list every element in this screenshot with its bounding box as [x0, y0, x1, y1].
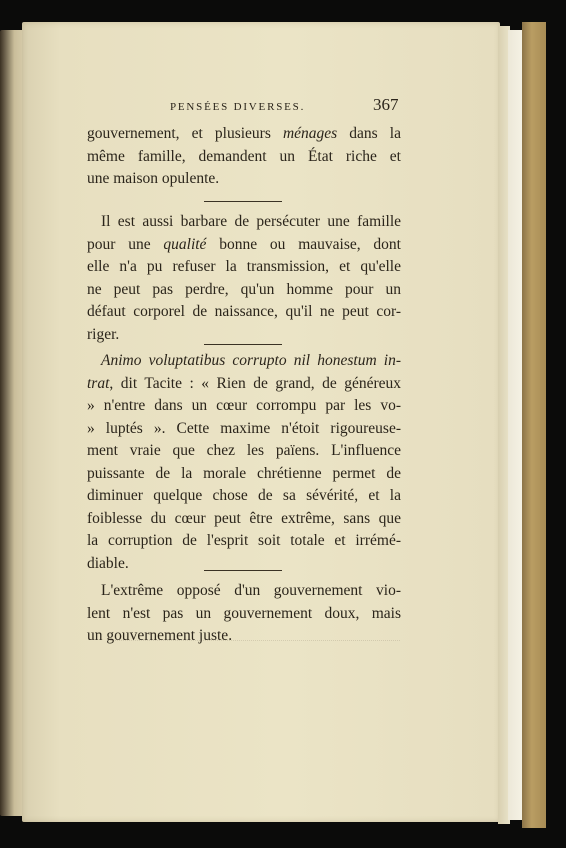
text-line: » luptés ». Cette maxime n'étoit rigoureuse- [87, 419, 401, 437]
text-line: défaut corporel de naissance, qu'il ne peut cor- [87, 303, 401, 320]
section-divider [204, 201, 282, 202]
text-line: elle n'a pu refuser la transmission, et qu'elle [87, 258, 401, 275]
paragraph-3 [87, 350, 401, 575]
text-line: même famille, demandent un État riche et [87, 147, 401, 165]
text-line: riger. [87, 325, 120, 343]
text-line: » n'entre dans un cœur corrompu par les vo- [87, 397, 401, 414]
text-line: Il est aussi barbare de persécuter une famille [101, 213, 401, 230]
text-line: puissante de la morale chrétienne permet de [87, 464, 401, 482]
book-cover-board [522, 22, 546, 828]
paragraph-1 [87, 123, 401, 191]
text-line: ne peut pas perdre, qu'un homme pour un [87, 280, 401, 298]
text-line: un gouvernement juste. [87, 627, 233, 644]
text-line: diminuer quelque chose de sa sévérité, et la [87, 487, 401, 504]
paragraph-4 [87, 580, 401, 648]
text-line: lent n'est pas un gouvernement doux, mais [87, 604, 401, 622]
running-title: PENSÉES DIVERSES. [170, 101, 306, 113]
text-line: trat, dit Tacite : « Rien de grand, de généreux [87, 374, 401, 392]
text-line: gouvernement, et plusieurs ménages dans la [87, 125, 401, 142]
section-divider [204, 570, 282, 571]
italic-ménages: ménages [282, 125, 338, 142]
text-line: foiblesse du cœur peut être extrême, sans que [87, 509, 401, 527]
page-header [170, 95, 410, 119]
text-line: Animo voluptatibus corrupto nil honestum in- [101, 352, 401, 369]
text-line: diable. [87, 554, 129, 572]
text-line: une maison opulente. [87, 170, 220, 187]
text-line: la corruption de l'esprit soit totale et irrémé- [87, 532, 401, 549]
text-line: L'extrême opposé d'un gouvernement vio- [101, 582, 401, 599]
text-line: pour une qualité bonne ou mauvaise, dont [87, 235, 401, 253]
text-line: ment vraie que chez les païens. L'influence [87, 442, 401, 459]
paragraph-2 [87, 211, 401, 346]
section-divider [204, 344, 282, 345]
page-number: 367 [373, 95, 399, 114]
